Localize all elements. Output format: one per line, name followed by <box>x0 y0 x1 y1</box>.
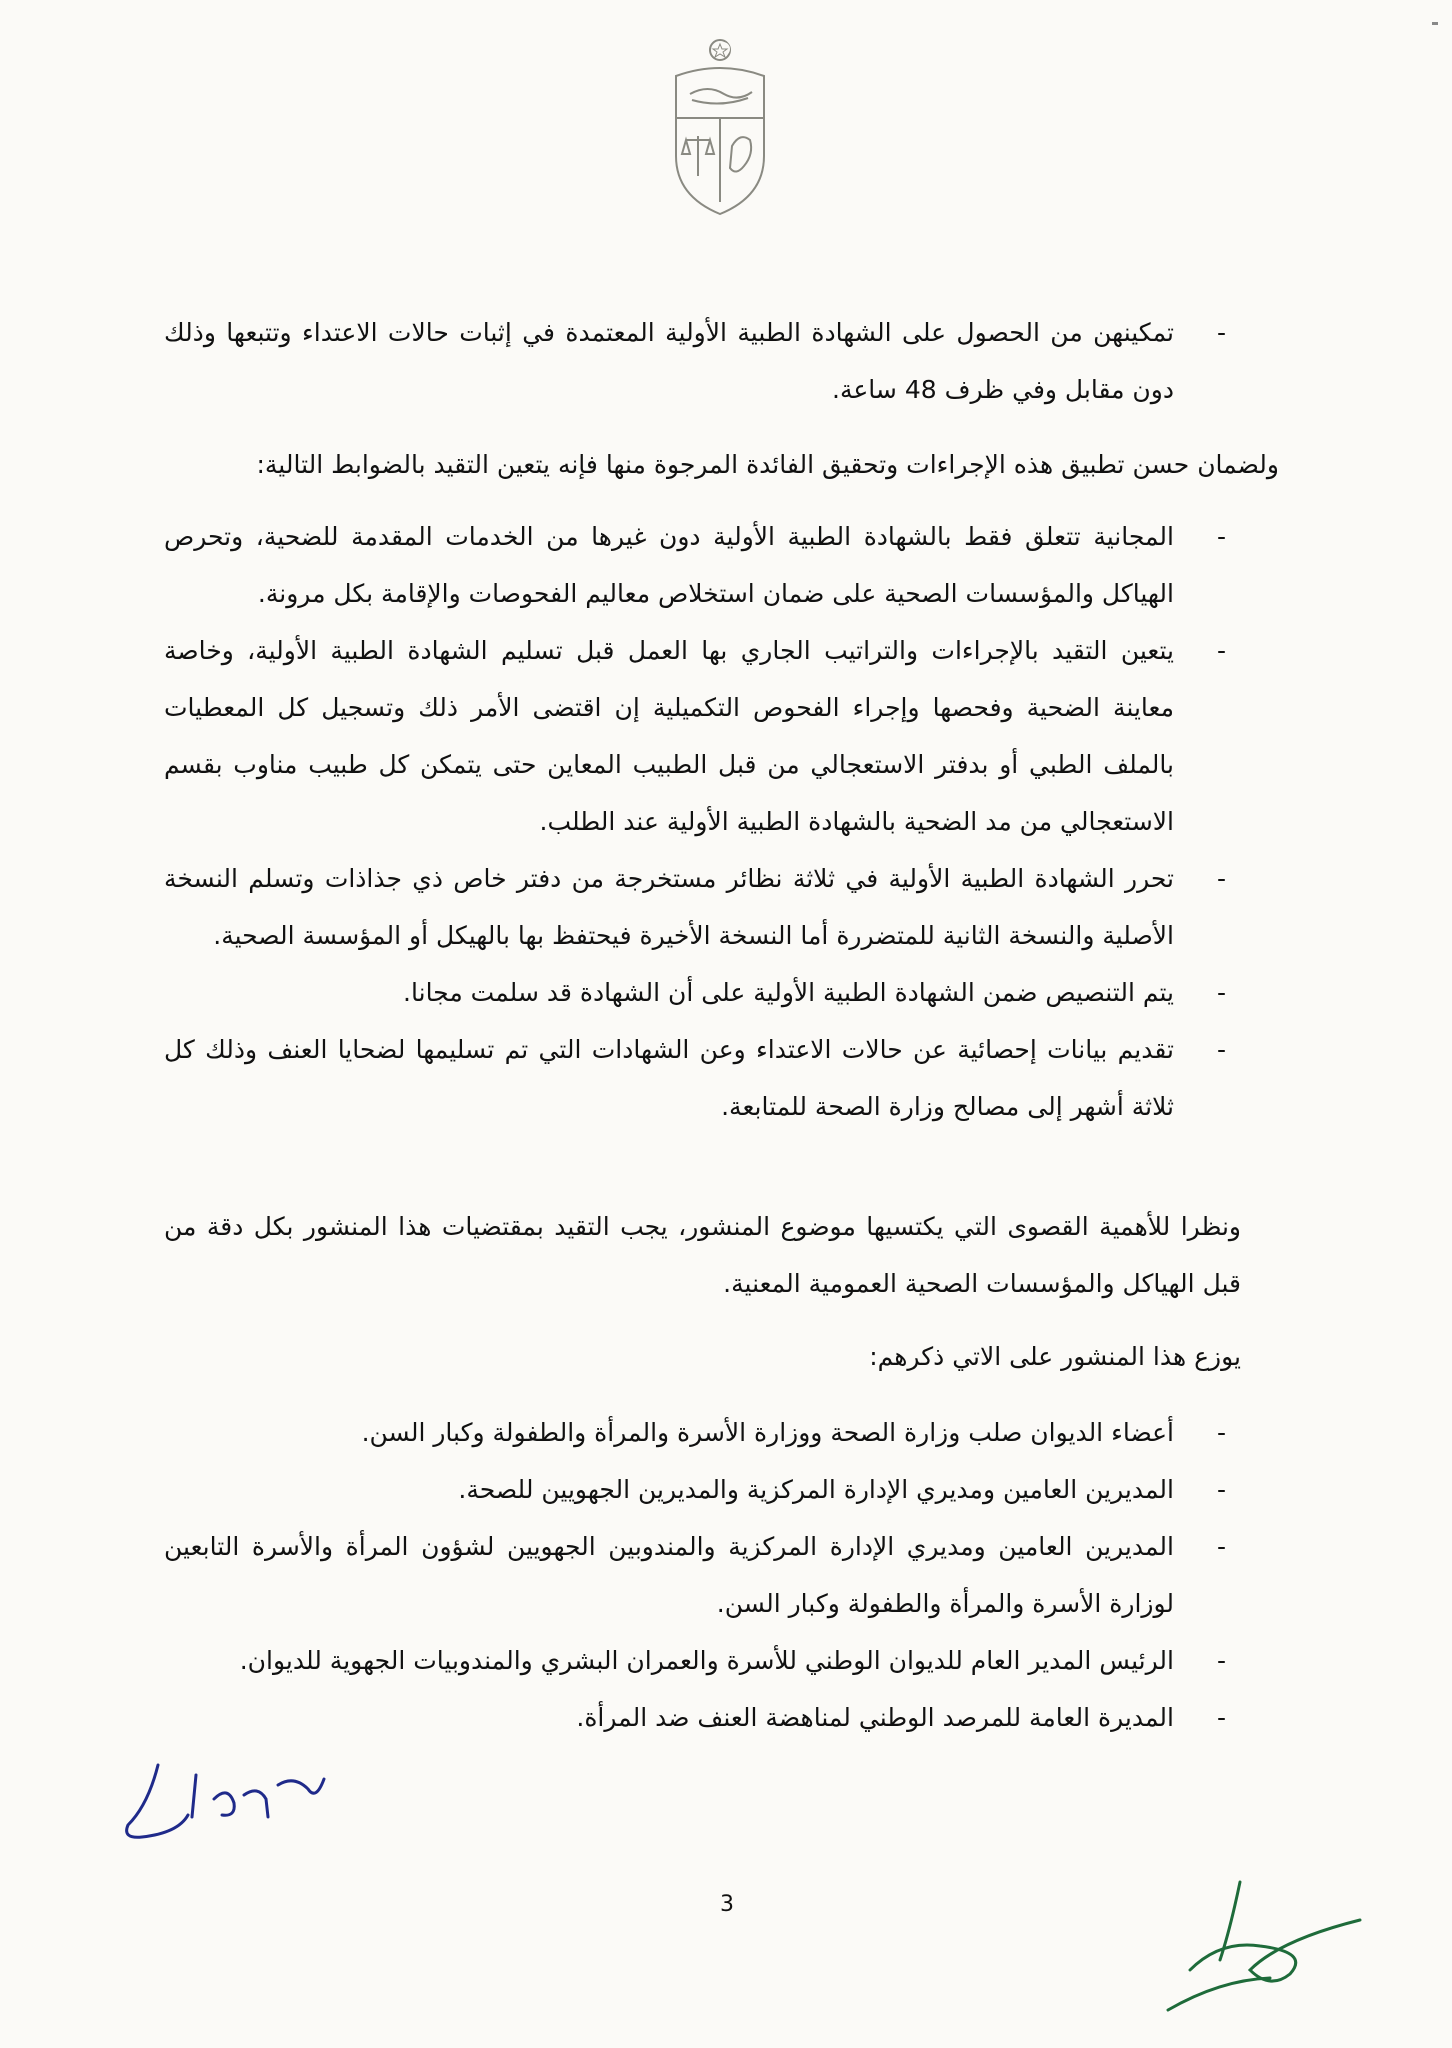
list-item-text: تقديم بيانات إحصائية عن حالات الاعتداء وعن الشهادات التي تم تسليمها لضحايا العنف وذلك كل ثلاثة أشهر إلى مصالح وزارة الصحة للمتابعة. <box>164 1035 1174 1121</box>
distribution-heading: يوزع هذا المنشور على الاتي ذكرهم: <box>869 1342 1241 1371</box>
bullet-dash: - <box>1216 1646 1226 1675</box>
list-item-text: الرئيس المدير العام للديوان الوطني للأسرة والعمران البشري والمندوبيات الجهوية للديوان. <box>239 1646 1174 1675</box>
list-item <box>164 1632 1234 1689</box>
bullet-dash: - <box>1216 522 1226 551</box>
list-item-text: يتعين التقيد بالإجراءات والتراتيب الجاري بها العمل قبل تسليم الشهادة الطبية الأولية، وخاصة معاينة الضحية وفحصها وإجراء الفحوص التكميلية إن اقتضى الأمر ذلك وتسجيل كل المعطيات بالملف الطبي أو بدفتر الاستعجالي من قبل الطبيب المعاين حتى يتمكن كل طبيب مناوب بقسم الاستعجالي من مد الضحية بالشهادة الطبية الأولية عند الطلب. <box>164 636 1174 836</box>
list-item-text: أعضاء الديوان صلب وزارة الصحة ووزارة الأسرة والمرأة والطفولة وكبار السن. <box>361 1418 1174 1447</box>
distribution-list <box>164 1404 1234 1746</box>
list-item-text: تمكينهن من الحصول على الشهادة الطبية الأولية المعتمدة في إثبات حالات الاعتداء وتتبعها وذلك دون مقابل وفي ظرف 48 ساعة. <box>164 318 1174 404</box>
list-item <box>164 508 1234 622</box>
list-item <box>164 1461 1234 1518</box>
list-item <box>164 1518 1234 1632</box>
page-number: 3 <box>720 1892 734 1917</box>
intro-paragraph: ولضمان حسن تطبيق هذه الإجراءات وتحقيق الفائدة المرجوة منها فإنه يتعين التقيد بالضوابط التالية: <box>256 450 1279 479</box>
handwritten-signature-right <box>1160 1870 1380 2020</box>
bullet-dash: - <box>1216 1035 1226 1064</box>
list-item-text: المديرين العامين ومديري الإدارة المركزية والمديرين الجهويين للصحة. <box>458 1475 1174 1504</box>
handwritten-signature-left <box>118 1755 338 1855</box>
list-item <box>164 1689 1234 1746</box>
list-item <box>164 850 1234 964</box>
scan-speck <box>1432 22 1438 25</box>
regulations-list <box>164 508 1234 1135</box>
list-item-text: تحرر الشهادة الطبية الأولية في ثلاثة نظائر مستخرجة من دفتر خاص ذي جذاذات وتسلم النسخة الأصلية والنسخة الثانية للمتضررة أما النسخة الأخيرة فيحتفظ بها بالهيكل أو المؤسسة الصحية. <box>164 864 1174 950</box>
list-item <box>164 304 1234 418</box>
bullet-dash: - <box>1216 1418 1226 1447</box>
bullet-dash: - <box>1216 1475 1226 1504</box>
bullet-dash: - <box>1216 1703 1226 1732</box>
bullet-dash: - <box>1216 1532 1226 1561</box>
list-item <box>164 1021 1234 1135</box>
list-item-text: يتم التنصيص ضمن الشهادة الطبية الأولية على أن الشهادة قد سلمت مجانا. <box>403 978 1174 1007</box>
list-item-text: المديرة العامة للمرصد الوطني لمناهضة العنف ضد المرأة. <box>576 1703 1174 1732</box>
opening-list <box>164 304 1234 418</box>
list-item <box>164 622 1234 850</box>
list-item <box>164 1404 1234 1461</box>
bullet-dash: - <box>1216 864 1226 893</box>
closing-paragraph: ونظرا للأهمية القصوى التي يكتسيها موضوع المنشور، يجب التقيد بمقتضيات هذا المنشور بكل دقة من قبل الهياكل والمؤسسات الصحية العمومية المعنية. <box>164 1212 1241 1298</box>
list-item-text: المديرين العامين ومديري الإدارة المركزية والمندوبين الجهويين لشؤون المرأة والأسرة التابعين لوزارة الأسرة والمرأة والطفولة وكبار السن. <box>164 1532 1174 1618</box>
bullet-dash: - <box>1216 978 1226 1007</box>
list-item <box>164 964 1234 1021</box>
bullet-dash: - <box>1216 318 1226 347</box>
list-item-text: المجانية تتعلق فقط بالشهادة الطبية الأولية دون غيرها من الخدمات المقدمة للضحية، وتحرص الهياكل والمؤسسات الصحية على ضمان استخلاص معاليم الفحوصات والإقامة بكل مرونة. <box>164 522 1174 608</box>
bullet-dash: - <box>1216 636 1226 665</box>
coat-of-arms-emblem <box>668 36 772 216</box>
